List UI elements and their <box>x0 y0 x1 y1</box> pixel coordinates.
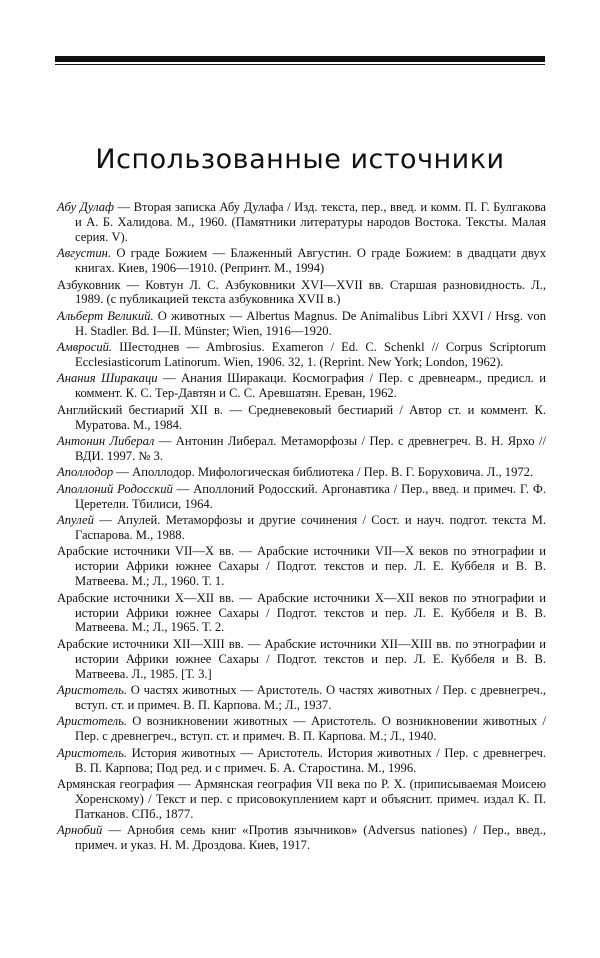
bibliography-entry <box>57 434 546 464</box>
bibliography-entry <box>57 591 546 636</box>
entry-key: Аполлодор <box>57 465 114 480</box>
entry-text: Азбуковник — Ковтун Л. С. Азбуковники XVI—XVII вв. Старшая разновидность. Л., 1989. (с публикацией текста азбуковника XVII в.) <box>57 277 546 307</box>
bibliography-entry <box>57 513 546 543</box>
entry-text: — Аполлоний Родосский. Аргонавтика / Пер., введ. и примеч. Г. Ф. Церетели. Тбилиси, 1964. <box>75 481 546 511</box>
bibliography-entry <box>57 465 546 480</box>
entry-key: Аристотель. <box>57 683 128 698</box>
entry-text: О возникновении животных — Аристотель. О возникновении животных / Пер. с древнегреч., вступ. ст. и примеч. В. П. Карпова. М.; Л., 1940. <box>75 714 546 744</box>
entry-text: — Арнобия семь книг «Против язычников» (Adversus nationes) / Пер., введ., примеч. и указ. Н. М. Дроздова. Киев, 1917. <box>75 823 546 853</box>
header-rule-thick <box>55 56 545 62</box>
bibliography-entry <box>57 637 546 682</box>
entry-text: — Анания Ширакаци. Космография / Пер. с древнеарм., предисл. и коммент. К. С. Тер-Давтян и С. С. Аревшатян. Ереван, 1962. <box>75 371 546 401</box>
entry-text: Арабские источники X—XII вв. — Арабские источники X—XII веков по этнографии и истории Африки южнее Сахары / Подгот. текстов и пер. Л. Е. Куббеля и В. В. Матвеева. М.; Л., 1965. Т. 2. <box>57 590 546 635</box>
page-title: Использованные источники <box>95 144 505 175</box>
bibliography-entry <box>57 278 546 308</box>
entry-text: Шестоднев — Ambrosius. Exameron / Ed. C. Schenkl // Corpus Scriptorum Ecclesiasticorum Latinorum. Wien, 1906. 32, 1. (Reprint. New York; London, 1962). <box>75 340 546 370</box>
entry-text: — Вторая записка Абу Дулафа / Изд. текста, пер., введ. и комм. П. Г. Булгакова и А. Б. Халидова. М., 1960. (Памятники литературы народов Востока. Тексты. Малая серия. V). <box>75 200 546 244</box>
entry-text: Арабские источники VII—X вв. — Арабские источники VII—X веков по этнографии и истории Африки южнее Сахары / Подгот. текстов и пер. Л. Е. Куббеля и В. В. Матвеева. М.; Л., 1960. Т. 1. <box>57 544 546 589</box>
entry-key: Амвросий. <box>57 340 113 355</box>
entry-text: — Антонин Либерал. Метаморфозы / Пер. с древнегреч. В. Н. Ярхо // ВДИ. 1997. № 3. <box>75 434 547 463</box>
entry-text: О частях животных — Аристотель. О частях животных / Пер. с древнегреч., вступ. ст. и примеч. В. П. Карпова. М.; Л., 1937. <box>75 683 546 712</box>
bibliography-list <box>57 200 546 855</box>
entry-key: Абу Дулаф <box>57 200 114 214</box>
bibliography-entry <box>57 371 546 401</box>
bibliography-entry <box>57 746 546 776</box>
entry-text: — Аполлодор. Мифологическая библиотека / Пер. В. Г. Боруховича. Л., 1972. <box>113 465 534 480</box>
bibliography-entry <box>57 340 546 370</box>
entry-key: Аристотель. <box>57 745 128 760</box>
bibliography-entry <box>57 403 546 433</box>
entry-text: Арабские источники XII—XIII вв. — Арабские источники XII—XIII вв. по этнографии и истории Африки южнее Сахары / Подгот. текстов и пер. Л. Е. Куббеля и В. В. Матвеева. Л., 1985. [Т. 3.] <box>57 636 546 681</box>
entry-key: Антонин Либерал <box>57 434 155 449</box>
entry-key: Апулей <box>57 513 94 528</box>
entry-text: Армянская география — Армянская география VII века по Р. Х. (приписываемая Моисею Хоренскому) / Текст и пер. с присовокуплением карт и объяснит. примеч. издал К. П. Патканов. СПб., 1877. <box>57 777 546 821</box>
bibliography-entry <box>57 683 546 713</box>
entry-key: Альберт Великий. <box>57 308 154 323</box>
entry-text: История животных — Аристотель. История животных / Пер. с древнегреч. В. П. Карпова; Под ред. и с примеч. Б. А. Старостина. М., 1996. <box>75 745 546 775</box>
bibliography-entry <box>57 823 546 853</box>
header-rule-thin <box>55 64 545 65</box>
bibliography-entry <box>57 777 546 822</box>
entry-key: Анания Ширакаци <box>57 371 158 386</box>
entry-key: Аполлоний Родосский <box>57 481 173 496</box>
entry-text: О граде Божием — Блаженный Августин. О граде Божием: в двадцати двух книгах. Киев, 1906—1910. (Репринт. М., 1994) <box>75 246 546 276</box>
entry-key: Аристотель. <box>57 714 128 729</box>
bibliography-entry <box>57 246 546 276</box>
entry-text: Английский бестиарий XII в. — Средневековый бестиарий / Автор ст. и коммент. К. Муратова. М., 1984. <box>57 402 546 432</box>
entry-key: Арнобий <box>57 823 103 838</box>
entry-text: О животных — Albertus Magnus. De Animalibus Libri XXVI / Hrsg. von H. Stadler. Bd. I—II. Münster; Wien, 1916—1920. <box>75 308 546 338</box>
bibliography-entry <box>57 200 546 245</box>
bibliography-entry <box>57 482 546 512</box>
entry-key: Августин. <box>57 246 112 261</box>
bibliography-entry <box>57 714 546 744</box>
entry-text: — Апулей. Метаморфозы и другие сочинения / Сост. и науч. подгот. текста М. Гаспарова. М., 1988. <box>75 513 546 543</box>
bibliography-entry <box>57 309 546 339</box>
bibliography-entry <box>57 544 546 589</box>
